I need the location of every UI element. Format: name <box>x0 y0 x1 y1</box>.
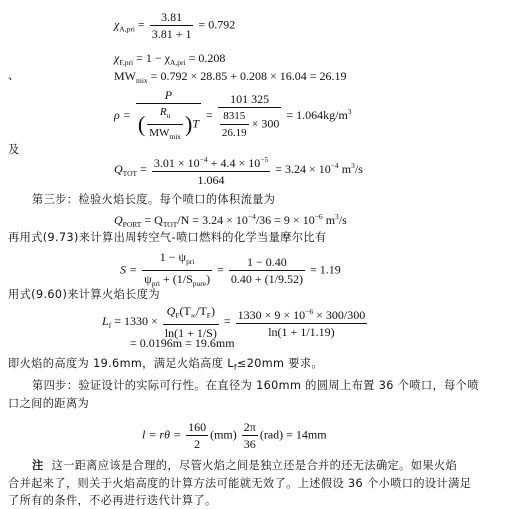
equation-chi-f-pri <box>114 51 225 70</box>
num2: 1330 × 9 × 10 <box>237 308 306 322</box>
paragraph-note-line3: 了所有的条件，不必再进行迭代计算了。 <box>8 494 217 507</box>
paragraph-reuse: 再用式(9.73)来计算出周转空气-喷口燃料的化学当量摩尔比有 <box>8 231 327 244</box>
unit-tail: /s <box>354 161 363 176</box>
mid3: /36 = 9 × 10 <box>255 213 315 227</box>
num-b: (T <box>179 304 191 318</box>
eq-fraction-2 <box>218 92 282 140</box>
inner-fraction <box>147 105 183 144</box>
unit-mm: (mm) <box>210 427 237 442</box>
mid: = Q <box>141 213 163 227</box>
eq-sub: A,pri <box>119 24 135 34</box>
eq-sign: = <box>223 313 231 328</box>
paragraph-flame-height <box>8 357 323 375</box>
eq-rhs: = 1.19 <box>309 262 341 277</box>
eq-times: × 300 <box>251 116 280 131</box>
eq-denominator: ln(1 + 1/1.19) <box>268 325 335 339</box>
num-b: + 4.4 × 10 <box>207 156 261 170</box>
sub: pure <box>192 279 207 288</box>
eq-fraction-2 <box>236 305 368 339</box>
eq-numerator: 2π <box>243 420 256 434</box>
eq-numerator <box>236 305 368 324</box>
eq-denominator: 36 <box>243 437 256 451</box>
num-a: 3.01 × 10 <box>153 156 200 170</box>
den-c: ) <box>206 272 211 286</box>
eq-denominator: 3.81 + 1 <box>151 27 192 41</box>
unit: m <box>338 161 352 176</box>
eq-denominator: ln(1 + 1/S) <box>164 326 217 340</box>
eq-lhs: S = <box>120 262 138 277</box>
sub: TOT <box>162 220 178 229</box>
inner-num: R <box>159 106 167 118</box>
equation-rho <box>114 88 352 144</box>
stray-mark: 、 <box>8 68 20 82</box>
eq-numerator <box>163 304 219 325</box>
text-and: 及 <box>8 143 20 156</box>
paren-close: ) <box>185 111 193 137</box>
text-a: 即火焰的高度为 19.6mm，满足火焰高度 L <box>8 357 234 370</box>
sup: 3 <box>351 160 355 170</box>
sup: −4 <box>330 160 339 170</box>
num: 1 − ψ <box>159 250 187 264</box>
sub: F <box>206 311 211 320</box>
eq-sign: = 1330 × <box>111 313 158 328</box>
inner-num: 8315 <box>220 109 249 125</box>
den-b: + (1/S <box>159 272 193 286</box>
eq-numerator: 1 − 0.40 <box>229 255 305 271</box>
sup: −4 <box>247 212 256 221</box>
sup: −4 <box>199 155 208 164</box>
eq-numerator <box>152 153 270 172</box>
eq-lhs: L <box>102 313 109 328</box>
eq-mid: = 1 − χ <box>133 51 170 65</box>
eq-rhs: = 1.064kg/m <box>286 107 348 122</box>
rhs: m <box>322 213 336 227</box>
sup: −5 <box>260 155 269 164</box>
sub: ∞ <box>190 311 197 320</box>
eq-fraction <box>152 153 270 187</box>
unit-rad: (rad) = 14mm <box>259 427 327 442</box>
paragraph-note-line1 <box>32 459 457 473</box>
mid2: /N = 3.24 × 10 <box>177 213 248 227</box>
eq-lhs: Q <box>114 161 123 176</box>
eq-lhs: Q <box>114 213 123 227</box>
eq-sub: A,pri <box>169 58 186 67</box>
equation-q-port <box>114 210 347 232</box>
eq-lhs: l = rθ = <box>142 427 182 442</box>
den-a: ψ <box>144 272 152 286</box>
eq-fraction <box>142 250 212 291</box>
eq-sub: mix <box>136 76 148 85</box>
eq-numerator: 101 325 <box>218 92 282 108</box>
sub: pri <box>151 279 160 288</box>
sup: 3 <box>335 212 339 221</box>
inner-num-sub: u <box>166 111 171 120</box>
inner-den-sub: mix <box>169 132 182 141</box>
num-d: ) <box>210 304 215 318</box>
note-label: 注 <box>32 459 44 472</box>
sup: −6 <box>314 212 323 221</box>
eq-sign: = <box>217 262 224 277</box>
eq-sup: 3 <box>347 106 352 116</box>
num-c: /T <box>196 304 207 318</box>
eq-rhs: = 0.792 <box>198 17 236 32</box>
sub: F <box>175 311 180 320</box>
paragraph-step4-line1: 第四步：验证设计的实际可行性。在直径为 160mm 的圆周上布置 36 个喷口，每个喷 <box>32 379 479 392</box>
paragraph-step3: 第三步：检验火焰长度。每个喷口的体积流量为 <box>32 193 276 206</box>
equation-lf-result: = 0.0196m = 19.6mm <box>130 336 235 350</box>
equation-mw-mix <box>114 69 347 88</box>
eq-t: T <box>192 116 200 131</box>
eq-sign: = <box>140 161 147 176</box>
eq-sub: F,pri <box>119 58 134 67</box>
eq-fraction <box>136 88 201 144</box>
eq-sign: = <box>137 17 145 32</box>
eq-lhs: χ <box>114 51 120 65</box>
text-b: ≤20mm 要求。 <box>236 357 324 370</box>
equation-chi-a-pri <box>114 10 235 41</box>
eq-numerator: 3.81 <box>150 10 194 26</box>
sub: f <box>233 363 237 372</box>
sub: f <box>108 320 112 330</box>
rhs-tail: /s <box>338 213 347 227</box>
eq-rhs: = 0.792 × 28.85 + 0.208 × 16.04 = 26.19 <box>147 69 347 83</box>
eq-denominator: 1.064 <box>197 173 225 187</box>
eq-denominator: 2 <box>194 437 201 451</box>
eq-numerator <box>142 250 212 271</box>
eq-fraction <box>150 10 194 41</box>
eq-rhs: = 3.24 × 10 <box>275 161 331 176</box>
sub: pri <box>186 257 195 266</box>
eq-denominator <box>136 104 201 144</box>
equation-lf <box>102 304 369 340</box>
sub: PORT <box>122 220 142 229</box>
eq-numerator: P <box>136 88 201 104</box>
eq-sign: = <box>206 107 213 122</box>
inner-den: 26.19 <box>221 127 247 139</box>
eq-denominator: 0.40 + (1/9.52) <box>230 272 303 286</box>
eq-sub: TOT <box>122 168 138 178</box>
eq-fraction <box>186 420 208 451</box>
eq-numerator: 160 <box>188 420 207 434</box>
equation-spacing <box>142 420 327 451</box>
eq-fraction <box>163 304 219 340</box>
paragraph-step4-line2: 口之间的距离为 <box>8 397 90 410</box>
eq-rhs: = 0.208 <box>185 51 226 65</box>
sup: −6 <box>305 307 314 316</box>
equation-q-tot <box>114 153 363 187</box>
eq-lhs: χ <box>114 17 120 32</box>
eq-fraction-2 <box>242 420 258 451</box>
paragraph-use: 用式(9.60)来计算火焰长度为 <box>8 288 160 301</box>
paren-open: ( <box>137 111 146 137</box>
eq-denominator <box>218 108 282 140</box>
num2-b: × 300/300 <box>313 308 366 322</box>
note-text: 这一距离应该是合理的，尽管火焰之间是独立还是合并的还无法确定。如果火焰 <box>51 459 458 472</box>
eq-fraction-2 <box>229 255 305 286</box>
equation-s <box>120 250 341 291</box>
inner-den: MW <box>149 127 170 139</box>
paragraph-note-line2: 合并起来了，则关于火焰高度的计算方法可能就无效了。上述假设 36 个小喷口的设计满足 <box>8 477 472 490</box>
num-a: Q <box>166 304 176 318</box>
eq-lhs: ρ = <box>114 107 131 122</box>
eq-lhs: MW <box>114 69 136 83</box>
